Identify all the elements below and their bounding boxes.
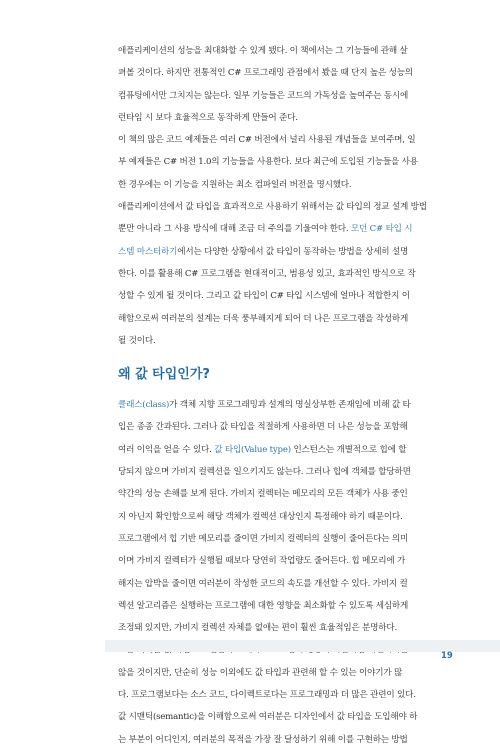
text-line: 해함으로써 여러분의 설계는 더욱 풍부해지게 되어 더 나은 프로그램을 작성하게 bbox=[118, 313, 409, 324]
text-run: 에서는 다양한 상황에서 값 타입이 동작하는 방법을 상세히 설명 bbox=[177, 246, 409, 257]
text-line: 컴퓨팅에서만 그치지는 않는다. 일부 기능들은 코드의 가독성을 높여주는 동시에 bbox=[118, 90, 409, 101]
text-line: 다. 프로그램보다는 소스 코드, 다이렉트로다는 프로그래밍과 더 많은 관련이 있다. bbox=[118, 690, 416, 701]
text-line bbox=[118, 218, 462, 240]
paragraph-intro-continued bbox=[118, 40, 462, 129]
text-run: 여러 이익을 얻을 수 있다. bbox=[118, 444, 215, 455]
text-line: 는 부분이 어디인지, 여러분의 목적을 가장 잘 달성하기 위해 이를 구현하는 방법 bbox=[118, 734, 408, 745]
text-line: 애플리케이션의 성능을 최대화할 수 있게 됐다. 이 책에서는 그 기능들에 관해 살 bbox=[118, 46, 408, 56]
text-line: 해지는 압박을 줄이면 여러분이 작성한 코드의 속도를 개선할 수 있다. 가비지 컬 bbox=[118, 578, 408, 589]
term-highlight: 값 타입(Value type) bbox=[214, 444, 291, 455]
text-run: 뿐만 아니라 그 사용 방식에 대해 조금 더 주의를 기울여야 한다. bbox=[118, 224, 351, 235]
paragraph-why-value-types bbox=[118, 394, 462, 528]
text-line: 입은 종종 간과된다. 그러나 값 타입을 적절하게 사용하면 더 나은 성능을 포함해 bbox=[118, 422, 408, 433]
text-line: 약간의 성능 손해를 보게 된다. 가비지 컬렉터는 메모리의 모든 객체가 사용 중인 bbox=[118, 489, 408, 500]
text-run: 인스턴스는 개별적으로 힙에 할 bbox=[290, 444, 407, 455]
text-line: 프로그램에서 힙 기반 메모리를 줄이면 가비지 컬렉터의 실행이 줄어든다는 의미 bbox=[118, 533, 409, 544]
paragraph-heap-memory bbox=[118, 528, 462, 639]
text-line: 렉션 알고리즘은 실행하는 프로그램에 대한 영향을 최소화할 수 있도록 세심하게 bbox=[118, 600, 409, 611]
text-line: 성할 수 있게 될 것이다. 그리고 값 타입이 C# 타입 시스템에 얼마나 적합한지 이 bbox=[118, 291, 410, 302]
book-title-reference: 모던 C# 타입 시 bbox=[350, 224, 413, 235]
page-number: 19 bbox=[441, 651, 453, 661]
text-line bbox=[118, 241, 462, 263]
paragraph-value-types-usage bbox=[118, 196, 462, 352]
text-line: 이며 가비지 컬렉터가 실행될 때보다 당연히 작업량도 줄어든다. 힙 메모리에 가 bbox=[118, 556, 406, 567]
book-title-reference: 스템 마스터하기 bbox=[118, 246, 178, 257]
text-line: 한 경우에는 이 기능을 지원하는 최소 컴파일러 버전을 명시했다. bbox=[118, 179, 352, 190]
text-line: 값 시맨틱(semantic)을 이해함으로써 여러분은 디자인에서 값 타입을 도입해야 하 bbox=[118, 712, 418, 723]
text-line: 런타임 시 보다 효율적으로 동작하게 만들어 준다. bbox=[118, 112, 298, 123]
text-line: 펴볼 것이다. 하지만 전통적인 C# 프로그래밍 관점에서 봤을 때 단지 높은 성능의 bbox=[118, 68, 413, 79]
text-line: 부 예제들은 C# 버전 1.0의 기능들을 사용한다. 보다 최근에 도입된 기능들을 사용 bbox=[118, 157, 418, 168]
text-line bbox=[118, 439, 462, 461]
text-line: 않을 것이지만, 단순히 성능 이외에도 값 타입과 관련해 할 수 있는 이야기가 많 bbox=[118, 667, 403, 678]
text-line: 될 것이다. bbox=[118, 335, 156, 346]
text-line: 애플리케이션에서 값 타입을 효과적으로 사용하기 위해서는 값 타입의 정교 설계 방법 bbox=[118, 202, 427, 213]
paragraph-code-examples bbox=[118, 129, 462, 196]
text-line: 조정돼 있지만, 가비지 컬렉션 자체를 없애는 편이 훨씬 효율적임은 분명하다. bbox=[118, 623, 397, 634]
text-run: 가 객체 지향 프로그래밍과 설계의 명실상부한 존재임에 비해 값 타 bbox=[169, 400, 411, 411]
text-line: 한다. 이를 활용해 C# 프로그램을 현대적이고, 범용성 있고, 효과적인 방식으로 작 bbox=[118, 268, 416, 279]
text-line: 지 아닌지 확인함으로써 해당 객체가 컬렉션 대상인지 특정해야 하기 때문이다. bbox=[118, 511, 403, 522]
section-heading: 왜 값 타입인가? bbox=[118, 367, 210, 383]
text-line: 당되지 않으며 가비지 컬렉션을 일으키지도 않는다. 그러나 힙에 객체를 할당하면 bbox=[118, 467, 411, 478]
paragraph-value-semantics bbox=[118, 639, 462, 750]
text-line: 이 책의 많은 코드 예제들은 여러 C# 버전에서 널리 사용된 개념들을 보여주며, 일 bbox=[118, 135, 416, 146]
text-line bbox=[118, 394, 462, 416]
term-highlight: 클래스(class) bbox=[118, 400, 170, 411]
